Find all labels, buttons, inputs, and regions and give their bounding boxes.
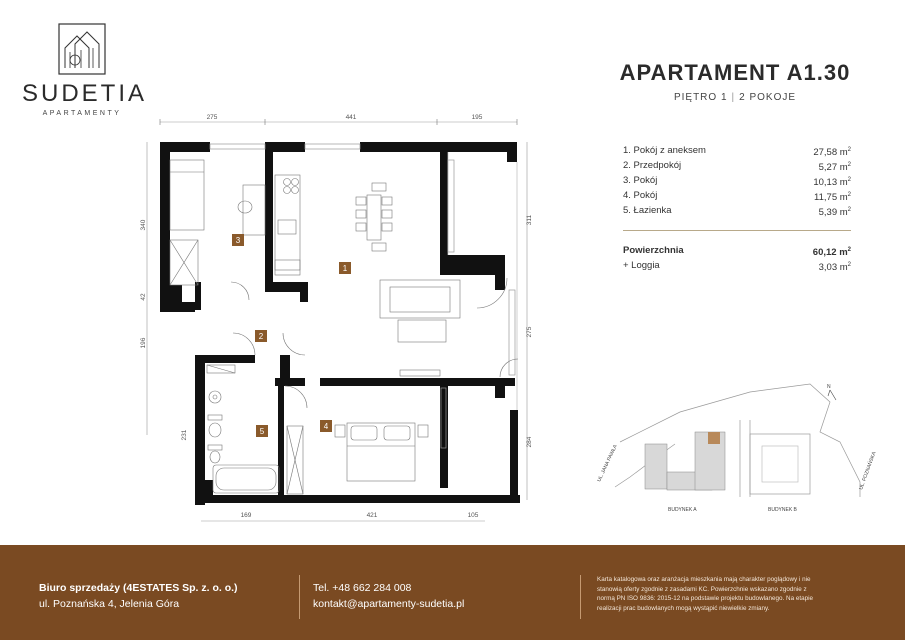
brand-tagline: APARTAMENTY [42,110,122,117]
north-label: N [827,384,831,390]
room-label: 3. Pokój [623,175,658,186]
dim-right-2: 275 [526,326,533,338]
apartment-title: APARTAMENT A1.30 [619,60,851,85]
furniture [170,160,518,494]
total-surface-label: Powierzchnia [623,245,684,256]
site-key-plan [590,372,890,522]
dim-bottom-2: 421 [366,512,378,519]
dim-bottom-1: 169 [240,512,252,519]
room-area: 10,13 m [813,177,848,189]
room-label: 4. Pokój [623,190,658,201]
divider [623,230,851,231]
disclaimer-line: Karta katalogowa oraz aranżacja mieszkania mają charakter poglądowy i nie [597,576,811,583]
building-b-label: BUDYNEK B [768,507,797,513]
room-row [623,203,851,218]
dim-left-3: 196 [140,337,147,349]
unit-sup: 2 [847,192,851,198]
room-row [623,143,851,158]
totals [623,243,851,273]
room-row [623,158,851,173]
dim-right-3: 284 [526,436,533,448]
unit-sup: 2 [847,147,851,153]
total-surface-value: 60,12 m [812,247,848,259]
sales-office-address: ul. Poznańska 4, Jelenia Góra [39,598,180,610]
loggia-value: 3,03 m [818,262,848,274]
room-label: 2. Przedpokój [623,160,682,171]
dim-left-1: 340 [140,219,147,231]
room-area: 5,39 m [818,207,848,219]
room-area: 11,75 m [814,192,848,204]
room-area: 27,58 m [813,147,848,159]
unit-sup: 2 [847,162,851,168]
room-label: 5. Łazienka [623,205,672,216]
room-tag-3-label: 3 [235,236,241,245]
brand-mark-icon [57,22,107,76]
sales-office [39,580,238,612]
brand-name: SUDETIA [22,80,148,107]
apartment-separator: | [731,92,736,103]
loggia-label: + Loggia [623,260,660,271]
room-list [623,143,851,218]
dim-bottom-3: 105 [467,512,479,519]
sales-office-title: Biuro sprzedaży (4ESTATES Sp. z. o. o.) [39,582,238,594]
room-area: 5,27 m [818,162,848,174]
apartment-location-marker [708,432,720,444]
footer-divider [299,575,300,619]
disclaimer-line: normą PN ISO 9836: 2015-12 na podstawie projektu budowlanego. Na etapie [597,595,813,603]
disclaimer-line: realizacji prac budowlanych mogą wystąpić niewielkie zmiany. [597,604,770,612]
loggia-row [623,258,851,273]
floor-plan [135,110,535,530]
room-tag-1-label: 1 [342,264,348,273]
dim-top-1: 275 [206,114,218,121]
room-row [623,188,851,203]
room-tag-4-label: 4 [323,422,329,431]
phone-link[interactable]: Tel. +48 662 284 008 [313,582,412,594]
dim-left-4: 231 [181,429,188,441]
building-a-label: BUDYNEK A [668,507,697,513]
apartment-rooms-count: 2 POKOJE [739,92,797,103]
dim-left-2: 42 [140,293,147,301]
dim-right-1: 311 [526,214,533,226]
room-row [623,173,851,188]
room-tag-5-label: 5 [259,427,265,436]
unit-sup: 2 [847,177,851,183]
street-right-label: UL. POZNAŃSKA [858,451,878,491]
walls [160,142,520,505]
dim-top-2: 441 [345,114,357,121]
total-surface-row [623,243,851,258]
apartment-floor: PIĘTRO 1 [673,92,728,103]
apartment-subtitle [600,92,870,103]
footer [0,545,905,640]
disclaimer [597,575,867,613]
brand-logo [22,22,148,117]
room-tag-2-label: 2 [258,332,264,341]
unit-sup: 2 [847,247,851,253]
room-label: 1. Pokój z aneksem [623,145,706,156]
disclaimer-line: stanowią oferty zgodnie z zasadami KC. Powierzchnie wskazano zgodnie z [597,585,807,593]
unit-sup: 2 [847,262,851,268]
north-arrow-icon [828,390,836,400]
email-link[interactable]: kontakt@apartamenty-sudetia.pl [313,598,465,610]
unit-sup: 2 [847,207,851,213]
street-left-label: UL. JANA PAWŁA [596,444,619,483]
dim-top-3: 195 [471,114,483,121]
footer-divider [580,575,581,619]
contact [313,580,464,612]
